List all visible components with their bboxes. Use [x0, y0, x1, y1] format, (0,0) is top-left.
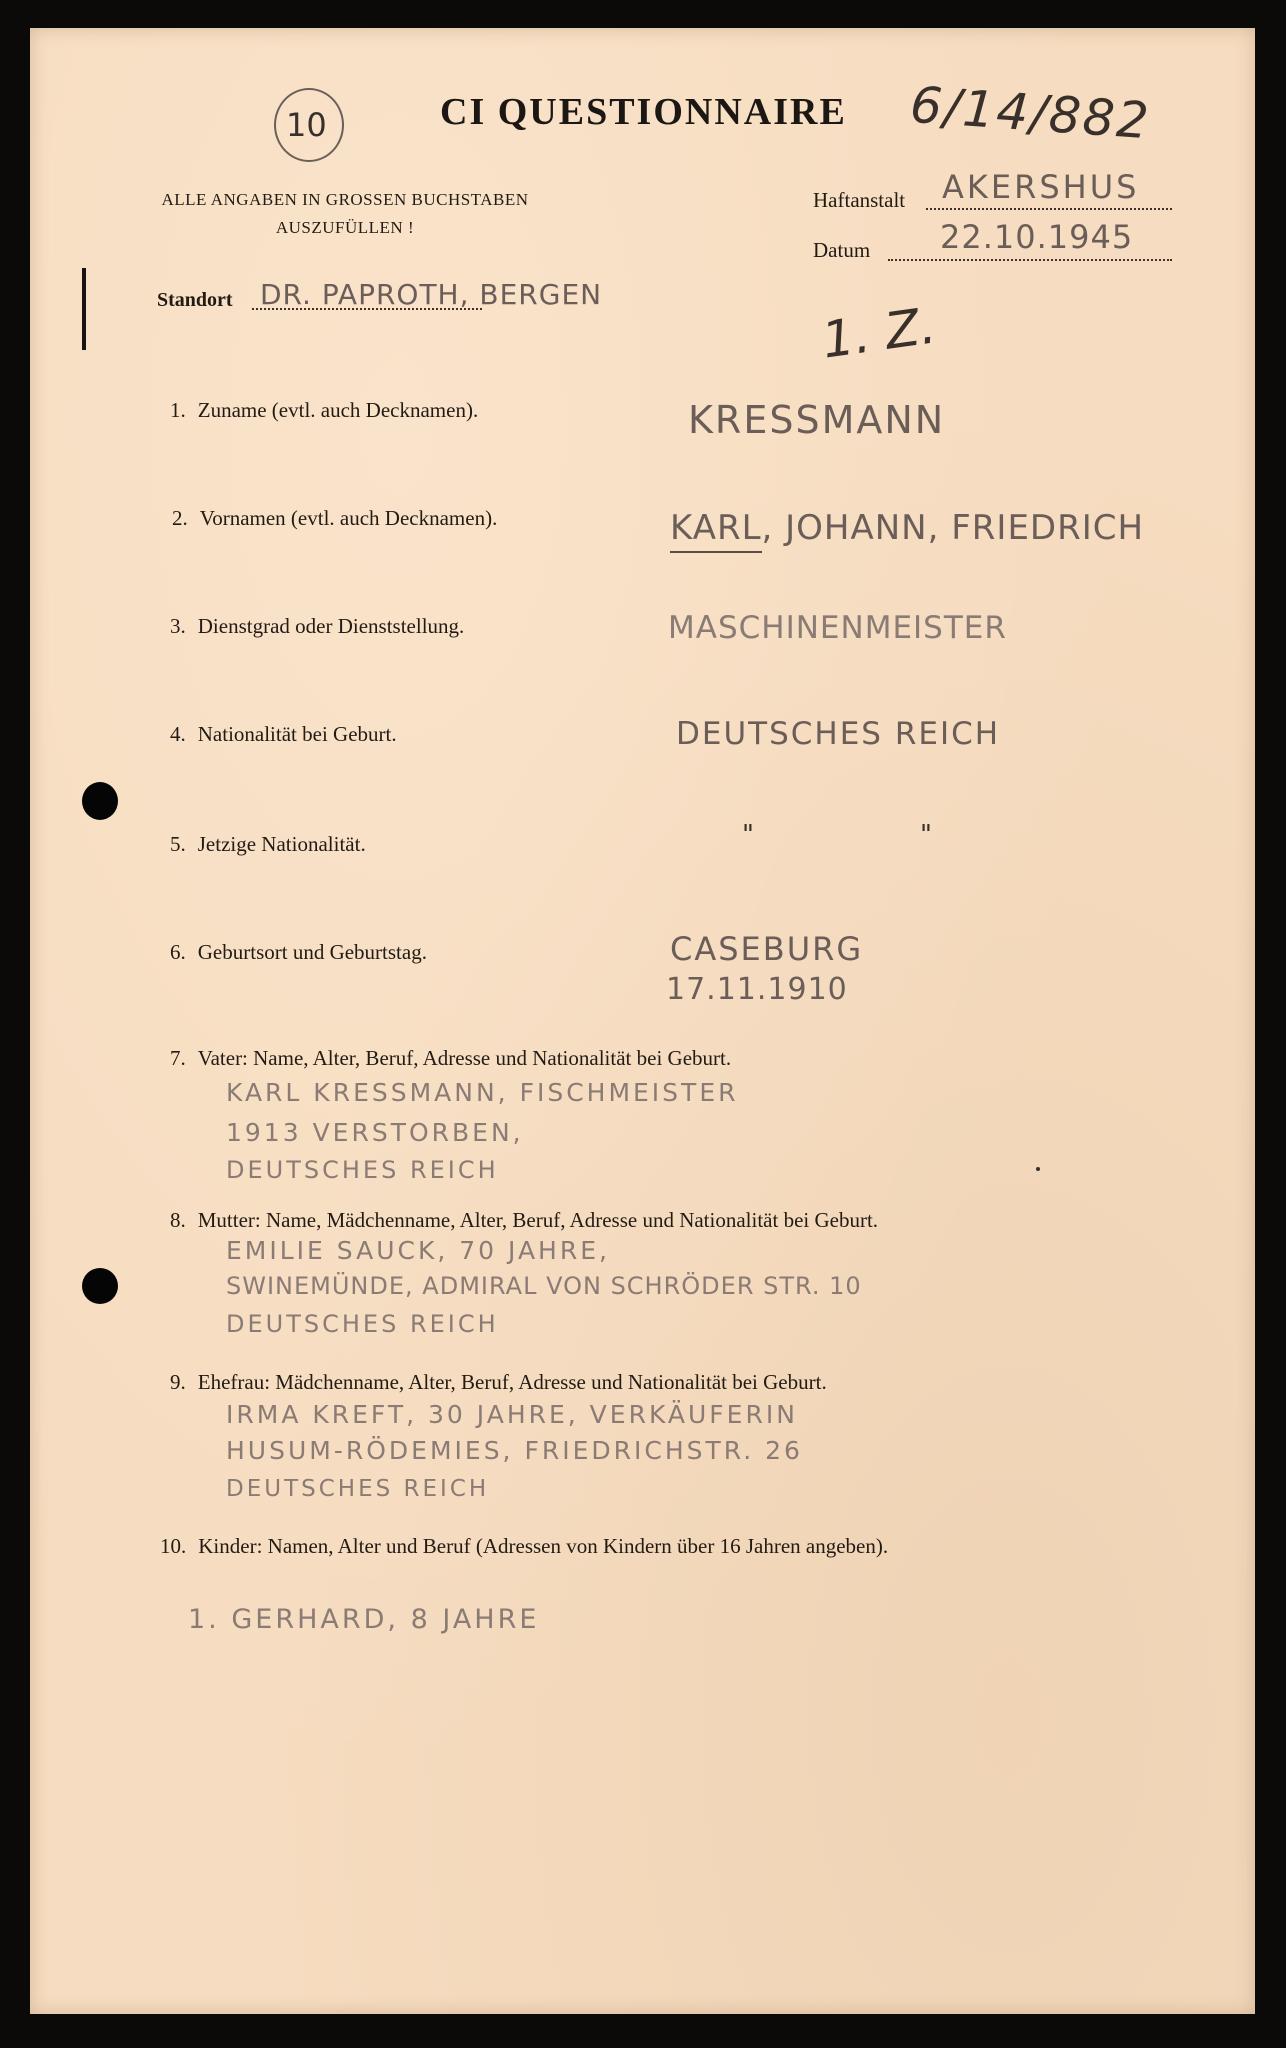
question-4 — [170, 722, 397, 747]
question-label: Kinder: Namen, Alter und Beruf (Adressen von Kindern über 16 Jahren angeben). — [198, 1534, 889, 1558]
question-number: 9. — [170, 1370, 186, 1394]
instruction-text — [140, 186, 550, 242]
answer-5-ditto-2: " — [920, 820, 935, 850]
haftanstalt-value: AKERSHUS — [942, 168, 1140, 206]
question-label: Vornamen (evtl. auch Decknamen). — [199, 506, 498, 530]
question-6 — [170, 940, 427, 965]
page-title: CI QUESTIONNAIRE — [440, 91, 847, 133]
question-label: Vater: Name, Alter, Beruf, Adresse und Nationalität bei Geburt. — [197, 1046, 732, 1070]
answer-2-line-1: KARL, JOHANN, FRIEDRICH — [670, 508, 1145, 548]
question-3 — [170, 614, 464, 639]
answer-7-line-2: 1913 VERSTORBEN, — [226, 1118, 524, 1147]
question-5 — [170, 832, 366, 857]
answer-7-line-3: DEUTSCHES REICH — [226, 1156, 499, 1184]
answer-1-line-1: KRESSMANN — [688, 398, 946, 442]
answer-9-line-1: IRMA KREFT, 30 JAHRE, VERKÄUFERIN — [226, 1400, 798, 1429]
answer-8-line-2: SWINEMÜNDE, ADMIRAL VON SCHRÖDER STR. 10 — [226, 1272, 862, 1300]
handwritten-mark: 1. Z. — [818, 296, 940, 370]
answer-8-line-3: DEUTSCHES REICH — [226, 1310, 499, 1338]
question-1 — [170, 398, 478, 423]
answer-3-line-1: MASCHINENMEISTER — [668, 610, 1007, 646]
underline-arrow — [670, 551, 762, 553]
question-number: 1. — [170, 398, 186, 422]
question-10 — [160, 1534, 888, 1559]
answer-9-line-2: HUSUM-RÖDEMIES, FRIEDRICHSTR. 26 — [226, 1436, 803, 1465]
question-8 — [170, 1208, 878, 1233]
answer-6-line-2: 17.11.1910 — [666, 972, 848, 1007]
standort-value: DR. PAPROTH, BERGEN — [260, 278, 603, 311]
question-9 — [170, 1370, 827, 1395]
question-2 — [172, 506, 497, 531]
haftanstalt-label: Haftanstalt — [813, 188, 906, 212]
question-number: 5. — [170, 832, 186, 856]
punch-hole-top — [82, 782, 118, 820]
question-number: 7. — [170, 1046, 186, 1070]
standort-label: Standort — [157, 289, 233, 311]
question-label: Jetzige Nationalität. — [197, 832, 366, 856]
question-7 — [170, 1046, 731, 1071]
datum-label: Datum — [813, 238, 871, 262]
question-label: Nationalität bei Geburt. — [197, 722, 397, 746]
question-number: 3. — [170, 614, 186, 638]
question-number: 4. — [170, 722, 186, 746]
question-label: Geburtsort und Geburtstag. — [197, 940, 427, 964]
question-label: Zuname (evtl. auch Decknamen). — [197, 398, 479, 422]
question-label: Ehefrau: Mädchenname, Alter, Beruf, Adresse und Nationalität bei Geburt. — [197, 1370, 827, 1394]
circled-number-stamp — [274, 88, 344, 162]
question-number: 8. — [170, 1208, 186, 1232]
file-number: 6/14/882 — [908, 75, 1153, 151]
instruction-line-2: AUSZUFÜLLEN ! — [275, 218, 415, 237]
question-number: 2. — [172, 506, 188, 530]
answer-7-line-1: KARL KRESSMANN, FISCHMEISTER — [226, 1078, 739, 1107]
datum-value: 22.10.1945 — [940, 218, 1134, 256]
answer-6-line-1: CASEBURG — [670, 930, 864, 968]
answer-4-line-1: DEUTSCHES REICH — [676, 716, 1001, 752]
question-label: Mutter: Name, Mädchenname, Alter, Beruf, Adresse und Nationalität bei Geburt. — [197, 1208, 879, 1232]
answer-8-line-1: EMILIE SAUCK, 70 JAHRE, — [226, 1236, 610, 1265]
questionnaire-page — [30, 28, 1255, 2014]
question-label: Dienstgrad oder Dienststellung. — [197, 614, 465, 638]
speck — [1036, 1167, 1040, 1171]
left-edge-mark — [82, 268, 86, 350]
instruction-line-1: ALLE ANGABEN IN GROSSEN BUCHSTABEN — [161, 190, 529, 209]
answer-10-line-1: 1. GERHARD, 8 JAHRE — [188, 1604, 540, 1635]
question-number: 6. — [170, 940, 186, 964]
question-number: 10. — [160, 1534, 187, 1558]
circled-number: 10 — [286, 106, 327, 144]
answer-5-ditto-1: " — [742, 820, 757, 850]
punch-hole-bottom — [82, 1268, 118, 1304]
answer-9-line-3: DEUTSCHES REICH — [226, 1476, 490, 1502]
